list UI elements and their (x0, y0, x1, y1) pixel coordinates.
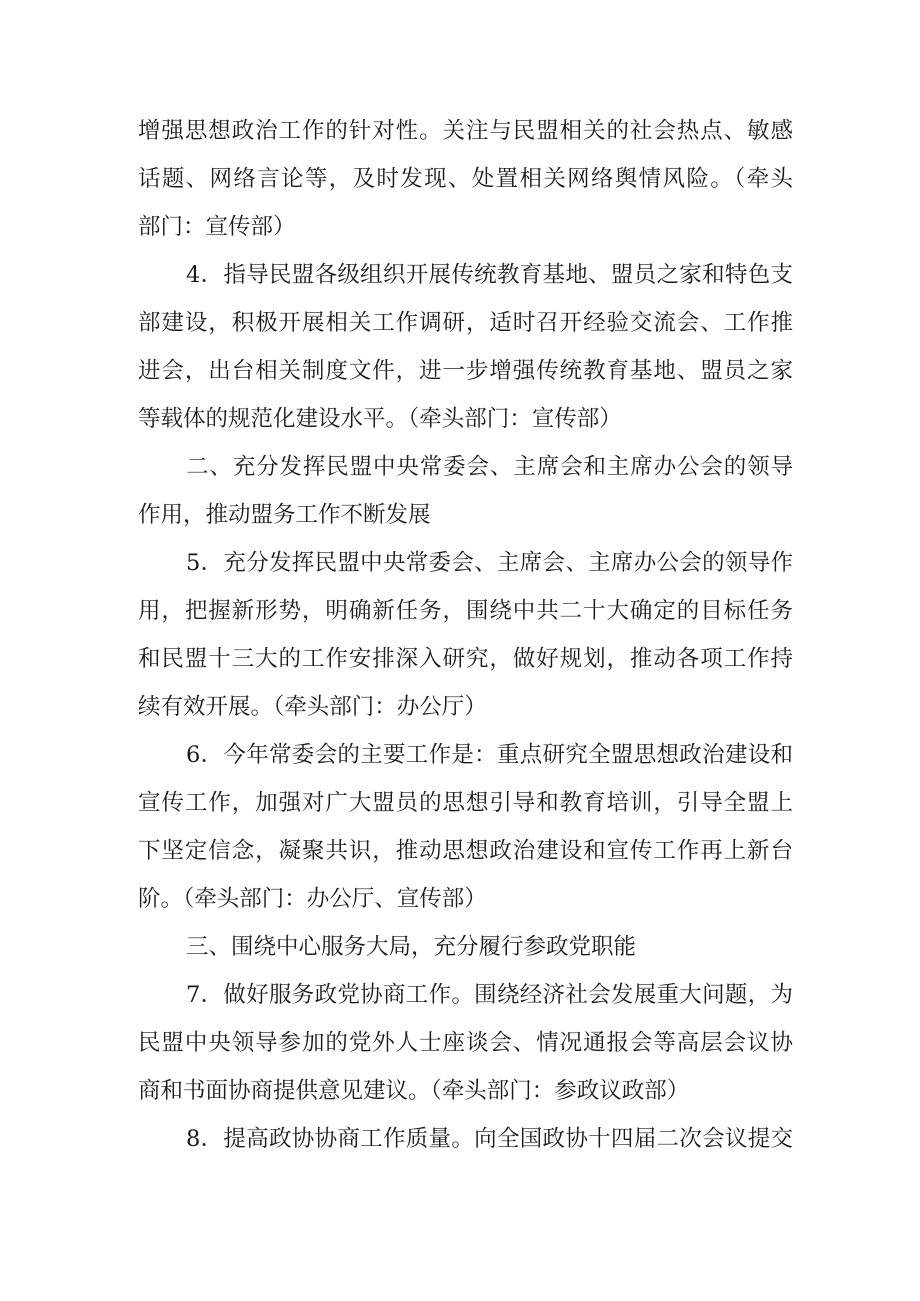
paragraph-heading-line: 5．充分发挥民盟中央常委会、主席会、主席办公会的领导作 (186, 550, 793, 576)
text-line: 民盟中央领导参加的党外人士座谈会、情况通报会等高层会议协 (138, 1030, 793, 1056)
text-line: 增强思想政治工作的针对性。关注与民盟相关的社会热点、敏感 (138, 118, 793, 144)
section-heading-line: 作用，推动盟务工作不断发展 (138, 502, 431, 528)
text-line: 宣传工作，加强对广大盟员的思想引导和教育培训，引导全盟上 (138, 790, 793, 816)
text-line: 阶。（牵头部门：办公厅、宣传部） (138, 886, 487, 912)
text-line: 商和书面协商提供意见建议。（牵头部门：参政议政部） (138, 1078, 690, 1104)
text-line: 续有效开展。（牵头部门：办公厅） (138, 694, 487, 720)
text-line: 话题、网络言论等，及时发现、处置相关网络舆情风险。（牵头 (138, 166, 793, 192)
text-line: 进会，出台相关制度文件，进一步增强传统教育基地、盟员之家 (138, 358, 793, 384)
text-line: 用，把握新形势，明确新任务，围绕中共二十大确定的目标任务 (138, 598, 793, 624)
text-line: 等载体的规范化建设水平。（牵头部门：宣传部） (138, 406, 622, 432)
section-heading-line: 三、围绕中心服务大局，充分履行参政党职能 (186, 934, 637, 960)
text-line: 和民盟十三大的工作安排深入研究，做好规划，推动各项工作持 (138, 646, 793, 672)
section-heading-line: 二、充分发挥民盟中央常委会、主席会和主席办公会的领导 (186, 454, 793, 480)
text-line: 下坚定信念，凝聚共识，推动思想政治建设和宣传工作再上新台 (138, 838, 793, 864)
paragraph-heading-line: 4．指导民盟各级组织开展传统教育基地、盟员之家和特色支 (186, 262, 793, 288)
text-line: 部门：宣传部） (138, 214, 296, 240)
paragraph-heading-line: 7．做好服务政党协商工作。围绕经济社会发展重大问题，为 (186, 982, 793, 1008)
paragraph-heading-line: 8．提高政协协商工作质量。向全国政协十四届二次会议提交 (186, 1126, 793, 1152)
text-line: 部建设，积极开展相关工作调研，适时召开经验交流会、工作推 (138, 310, 793, 336)
paragraph-heading-line: 6．今年常委会的主要工作是：重点研究全盟思想政治建设和 (186, 742, 793, 768)
